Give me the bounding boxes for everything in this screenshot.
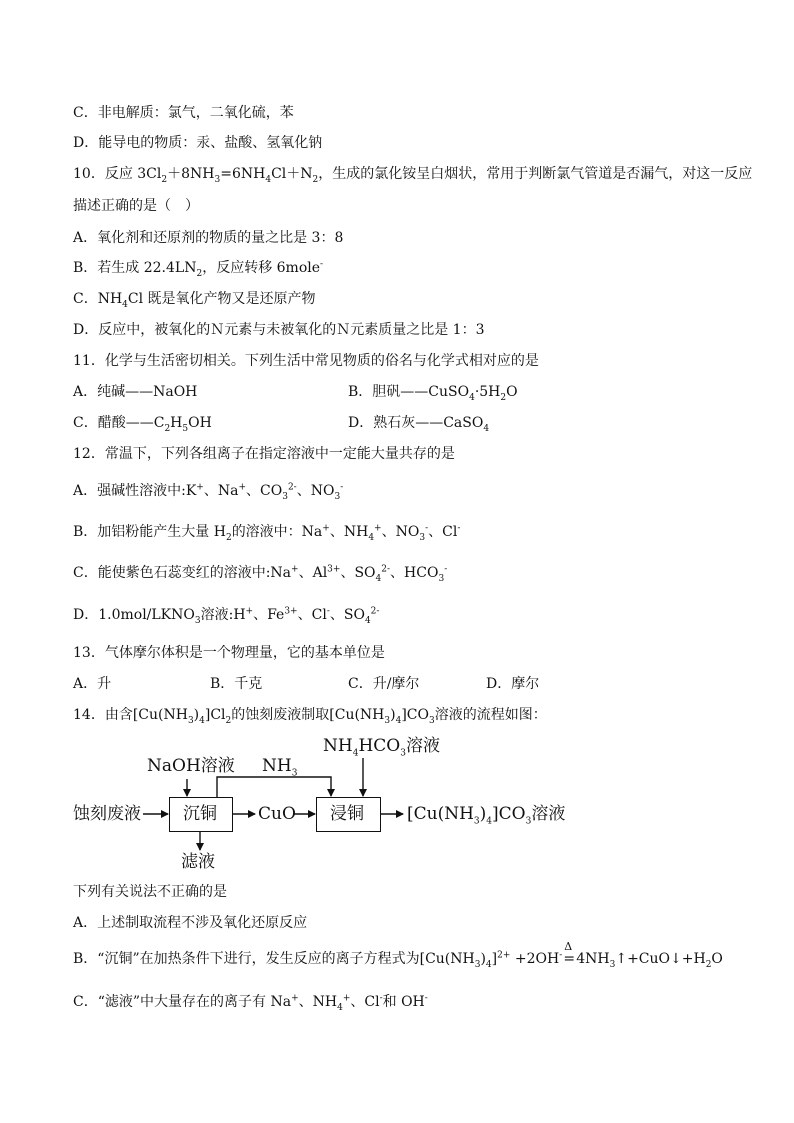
leach-copper-box: [316, 797, 381, 832]
q12-option-c: C．能使紫色石蕊变红的溶液中:Na+、$Al^{3+}$、$SO_4^{2-}$、$HCO_3^-$: [73, 564, 448, 584]
q10-stem-line2: 描述正确的是（ ）: [73, 198, 199, 214]
q10-stem: 10．反应 $3Cl_2+8NH_3=6NH_4Cl+N_2$，生成的氯化铵呈白烟状，常用于判断氯气管道是否漏气，对这一反应: [73, 166, 753, 185]
q13-option-c: C．升/摩尔: [348, 676, 420, 692]
q14-option-a: A．上述制取流程不涉及氧化还原反应: [73, 915, 308, 931]
cuo-label: CuO: [258, 804, 296, 824]
naoh-label: NaOH溶液: [147, 756, 235, 776]
q13-option-b: B．千克: [210, 676, 263, 692]
q11-option-a: A．纯碱——NaOH: [73, 384, 198, 400]
nh4hco3-label: $NH_4HCO_3$溶液: [323, 736, 440, 759]
nh3-label: $NH_3$: [262, 756, 298, 779]
precip-copper-box: [169, 797, 233, 832]
q9-option-c: C．非电解质：氯气，二氧化硫，苯: [73, 105, 294, 121]
q11-option-b: B．胆矾$——CuSO_4\cdot 5H_2O$: [348, 384, 518, 403]
arrow-nh3-loop: [217, 777, 331, 797]
filtrate-label: 滤液: [181, 852, 215, 872]
heat-delta-symbol: Δ: [564, 940, 573, 953]
product-label: $[Cu(NH_3)_4]CO_3$溶液: [407, 804, 566, 827]
q10-option-c: C．$NH_4Cl$ 既是氧化产物又是还原产物: [73, 291, 316, 310]
precip-copper-label: 沉铜: [183, 804, 217, 824]
q10-option-b: B．若生成 $22.4LN_2$，反应转移 6mole-: [73, 259, 324, 279]
q12-option-d: D．$1.0mol/LKNO_3$溶液:H+、$Fe^{3+}$、Cl-、$SO_4^{2-}$: [73, 606, 380, 626]
q11-option-c: C．醋酸$——C_2H_5OH$: [73, 415, 212, 434]
q14-stem: 14．由含$[Cu(NH_3)_4]Cl_2$的蚀刻废液制取$[Cu(NH_3)_4]CO_3$溶液的流程如图：: [73, 707, 547, 726]
q14-prompt: 下列有关说法不正确的是: [73, 884, 227, 900]
q13-option-d: D．摩尔: [486, 676, 540, 692]
waste-liquid-label: 蚀刻废液: [73, 804, 141, 824]
q11-option-d: D．熟石灰——CaSO$_4$: [348, 415, 490, 434]
q12-option-a: A．强碱性溶液中:K+、Na+、$CO_3^{2-}$、$NO_3^-$: [73, 482, 344, 502]
q9-option-d: D．能导电的物质：汞、盐酸、氢氧化钠: [73, 135, 323, 151]
q10-option-a: A．氧化剂和还原剂的物质的量之比是 3：8: [73, 230, 344, 246]
q12-option-b: B．加铝粉能产生大量 $H_2$的溶液中：Na+、$NH_4^+$、$NO_3^-$、Cl-: [73, 523, 461, 543]
q13-option-a: A．升: [73, 676, 112, 692]
q10-option-d: D．反应中，被氧化的Ｎ元素与未被氧化的Ｎ元素质量之比是 1：3: [73, 322, 485, 338]
q14-option-b: B．“沉铜”在加热条件下进行，发生反应的离子方程式为$[Cu(NH_3)_4]^{2+} +2OH^-$ Δ $=4NH_3↑+CuO↓+H_2O$: [73, 949, 723, 969]
q14-option-c: C．“滤液”中大量存在的离子有 Na+、$NH_4^+$、Cl-和 OH-: [73, 993, 428, 1013]
q13-stem: 13．气体摩尔体积是一个物理量，它的基本单位是: [73, 645, 385, 661]
q11-stem: 11．化学与生活密切相关。下列生活中常见物质的俗名与化学式相对应的是: [73, 353, 539, 369]
leach-copper-label: 浸铜: [330, 804, 364, 824]
q12-stem: 12．常温下，下列各组离子在指定溶液中一定能大量共存的是: [73, 446, 455, 462]
